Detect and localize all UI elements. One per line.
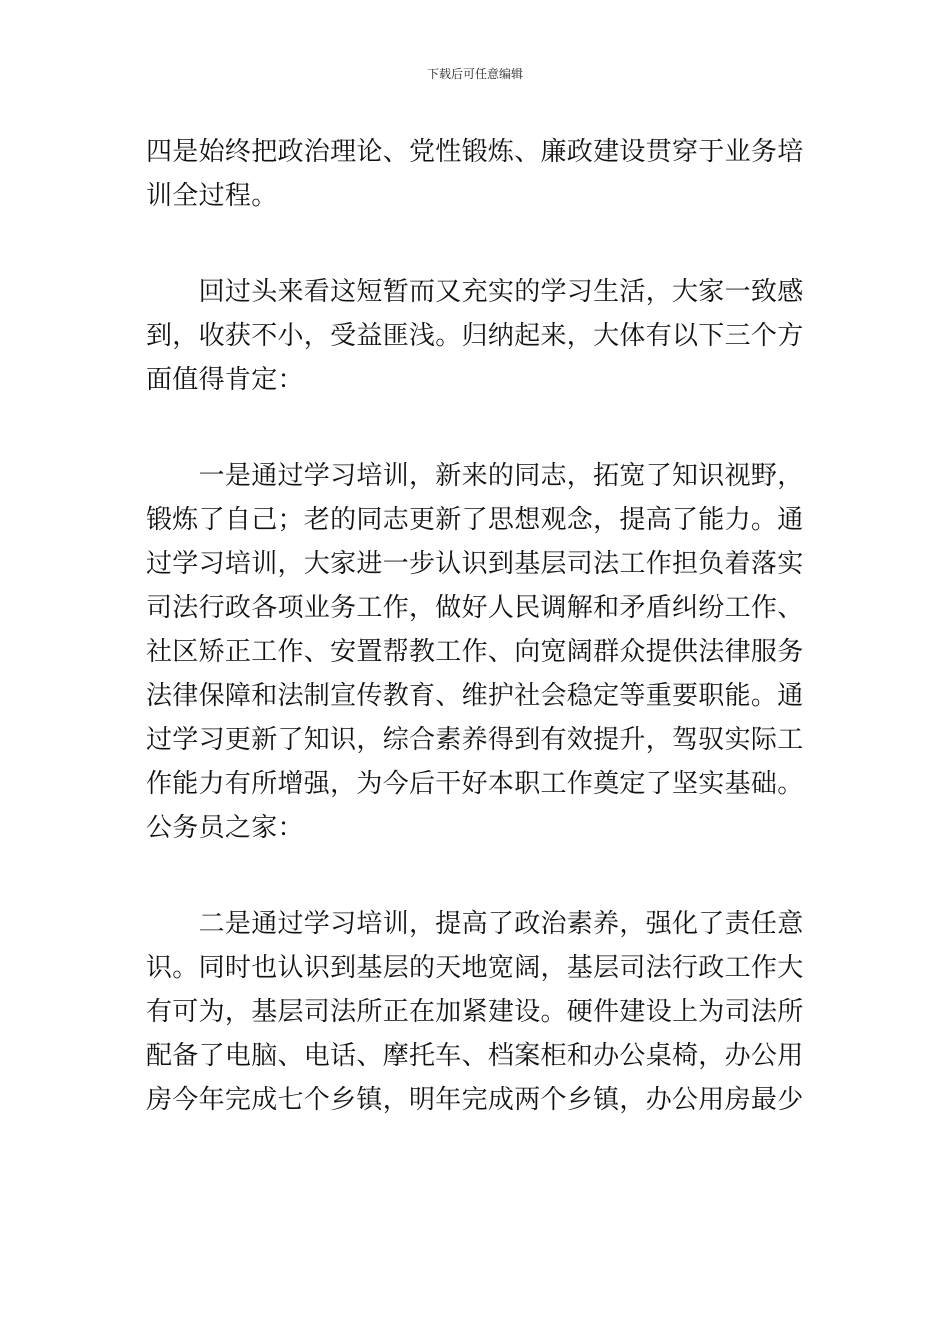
text-line: 法律保障和法制宣传教育、维护社会稳定等重要职能。通	[146, 681, 804, 711]
text-line: 回过头来看这短暂而又充实的学习生活，大家一致感	[146, 277, 804, 307]
text-line: 过学习更新了知识，综合素养得到有效提升，驾驭实际工	[146, 725, 804, 755]
paragraph-review	[146, 270, 812, 402]
paragraph-gap	[146, 218, 812, 270]
text-line: 过学习培训，大家进一步认识到基层司法工作担负着落实	[146, 549, 804, 579]
text-line: 训全过程。	[146, 181, 278, 211]
text-line: 司法行政各项业务工作，做好人民调解和矛盾纠纷工作、	[146, 593, 804, 623]
text-line: 公务员之家：	[146, 813, 304, 843]
paragraph-point-two	[146, 902, 812, 1122]
text-line: 面值得肯定：	[146, 365, 304, 395]
text-line: 锻炼了自己；老的同志更新了思想观念，提高了能力。通	[146, 505, 804, 535]
text-line: 社区矫正工作、安置帮教工作、向宽阔群众提供法律服务	[146, 637, 804, 667]
text-line: 房今年完成七个乡镇，明年完成两个乡镇，办公用房最少	[146, 1085, 804, 1115]
paragraph-point-four	[146, 130, 812, 218]
paragraph-gap	[146, 402, 812, 454]
text-line: 识。同时也认识到基层的天地宽阔，基层司法行政工作大	[146, 953, 804, 983]
paragraph-point-one	[146, 454, 812, 850]
page-header-note: 下载后可任意编辑	[426, 67, 523, 81]
text-line: 到，收获不小，受益匪浅。归纳起来，大体有以下三个方	[146, 321, 804, 351]
text-line: 四是始终把政治理论、党性锻炼、廉政建设贯穿于业务培	[146, 137, 804, 167]
text-line: 一是通过学习培训，新来的同志，拓宽了知识视野，	[146, 461, 804, 491]
paragraph-gap	[146, 850, 812, 902]
text-line: 有可为，基层司法所正在加紧建设。硬件建设上为司法所	[146, 997, 804, 1027]
document-body	[146, 130, 812, 1122]
text-line: 作能力有所增强，为今后干好本职工作奠定了坚实基础。	[146, 769, 804, 799]
text-line: 二是通过学习培训，提高了政治素养，强化了责任意	[146, 909, 804, 939]
text-line: 配备了电脑、电话、摩托车、档案柜和办公桌椅，办公用	[146, 1041, 804, 1071]
